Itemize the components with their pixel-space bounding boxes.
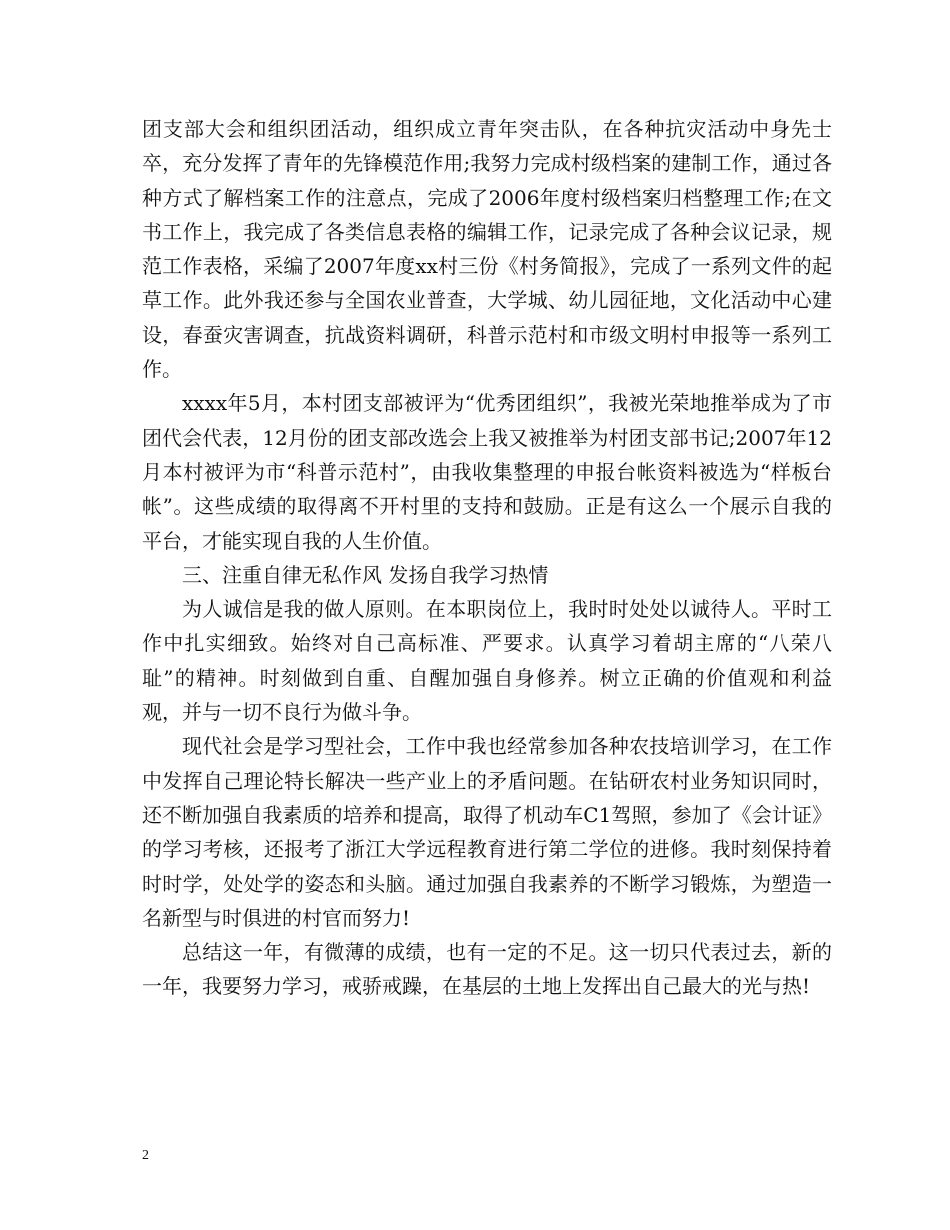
paragraph-3: 为人诚信是我的做人原则。在本职岗位上，我时时处处以诚待人。平时工作中扎实细致。始终对自己高标准、严要求。认真学习着胡主席的“八荣八耻”的精神。时刻做到自重、自醒加强自身修养。树立正确的价值观和利益观，并与一切不良行为做斗争。 bbox=[142, 597, 832, 725]
section-heading: 三、注重自律无私作风 发扬自我学习热情 bbox=[182, 562, 549, 587]
document-body bbox=[142, 112, 832, 1004]
page-number: 2 bbox=[142, 1148, 149, 1163]
paragraph-5: 总结这一年，有微薄的成绩，也有一定的不足。这一切只代表过去，新的一年，我要努力学习，戒骄戒躁，在基层的土地上发挥出自己最大的光与热! bbox=[142, 940, 832, 999]
paragraph-4: 现代社会是学习型社会，工作中我也经常参加各种农技培训学习，在工作中发挥自己理论特长解决一些产业上的矛盾问题。在钻研农村业务知识同时，还不断加强自我素质的培养和提高，取得了机动车C1驾照，参加了《会计证》的学习考核，还报考了浙江大学远程教育进行第二学位的进修。我时刻保持着时时学，处处学的姿态和头脑。通过加强自我素养的不断学习锻炼，为塑造一名新型与时俱进的村官而努力! bbox=[142, 734, 832, 930]
paragraph-1: 团支部大会和组织团活动，组织成立青年突击队，在各种抗灾活动中身先士卒，充分发挥了青年的先锋模范作用;我努力完成村级档案的建制工作，通过各种方式了解档案工作的注意点，完成了2006年度村级档案归档整理工作;在文书工作上，我完成了各类信息表格的编辑工作，记录完成了各种会议记录，规范工作表格，采编了2007年度xx村三份《村务简报》，完成了一系列文件的起草工作。此外我还参与全国农业普查，大学城、幼儿园征地，文化活动中心建设，春蚕灾害调查，抗战资料调研，科普示范村和市级文明村申报等一系列工作。 bbox=[142, 117, 832, 382]
paragraph-2: xxxx年5月，本村团支部被评为“优秀团组织”，我被光荣地推举成为了市团代会代表，12月份的团支部改选会上我又被推举为村团支部书记;2007年12月本村被评为市“科普示范村”，由我收集整理的申报台帐资料被选为“样板台帐”。这些成绩的取得离不开村里的支持和鼓励。正是有这么一个展示自我的平台，才能实现自我的人生价值。 bbox=[142, 391, 832, 553]
